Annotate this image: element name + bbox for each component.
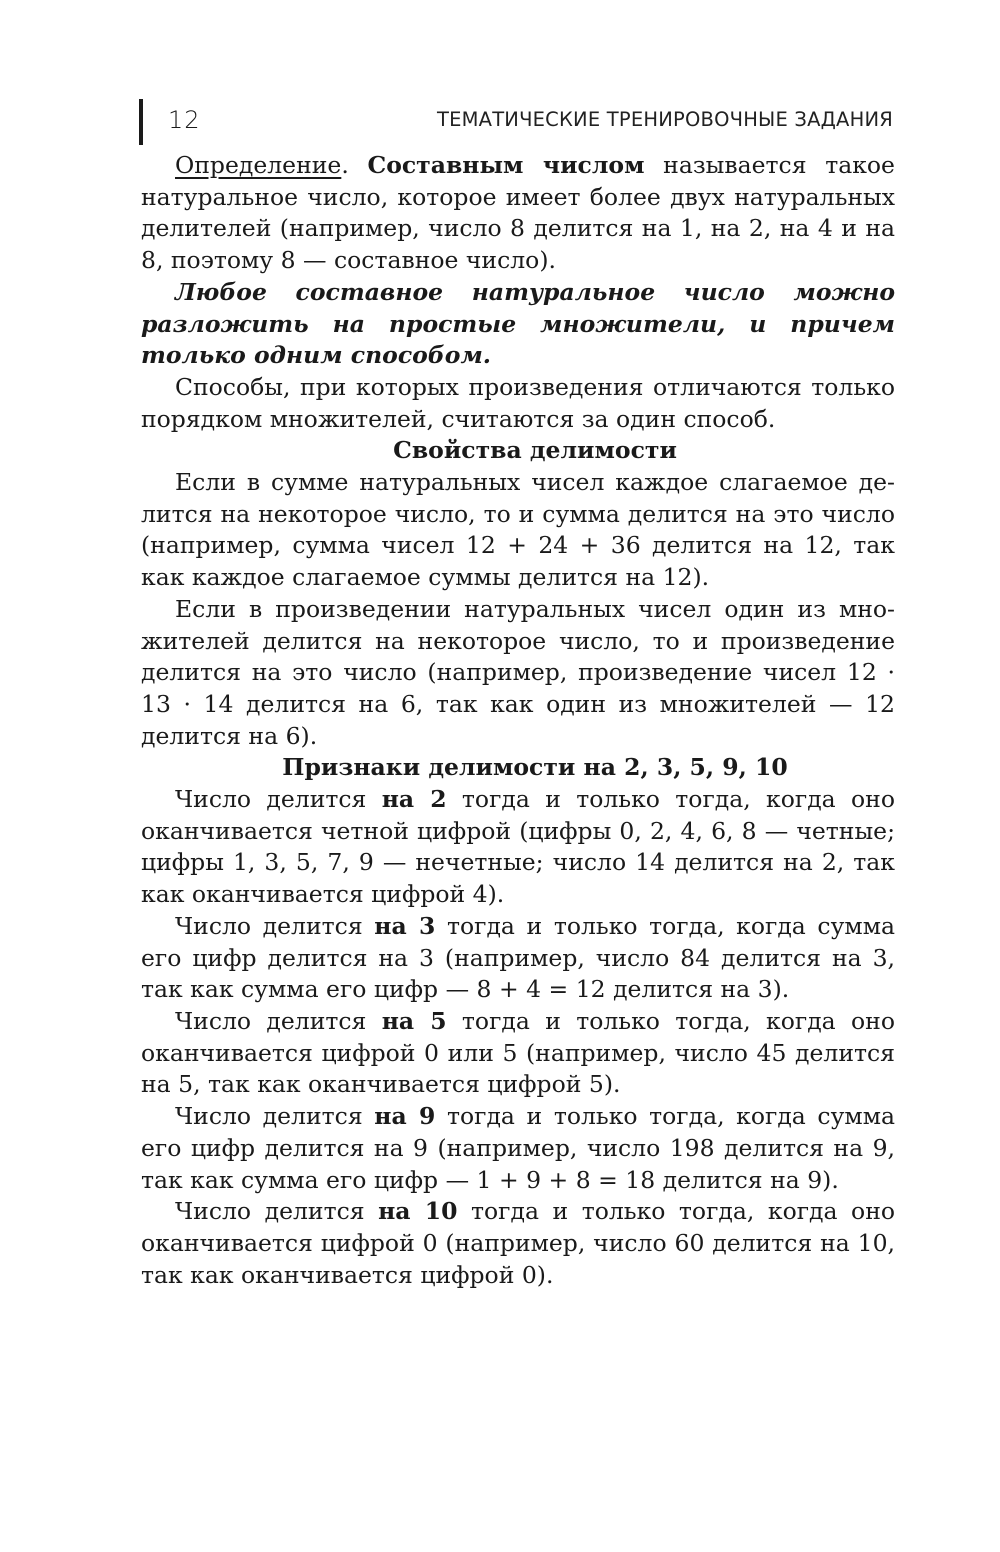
rule-paragraph-3 [141, 911, 895, 1006]
rule-paragraph-10 [141, 1196, 895, 1291]
rule-text: тогда и только тогда, когда сумма его цифр делится на 9 (например, число 198 делится на 9, так как сумма его цифр — 1 + 9 + 8 = 18 делится на 9). [141, 1102, 895, 1194]
rule-lead: Число делится [175, 911, 375, 940]
rule-divisor: на 3 [374, 911, 436, 940]
rule-lead: Число делится [175, 1102, 375, 1131]
definition-label-punct: . [341, 151, 368, 179]
page-body [141, 150, 895, 1291]
rule-text: тогда и только тогда, когда оно оканчивается цифрой 0 (например, число 60 делится на 10, так как оканчивается цифрой 0). [141, 1197, 895, 1289]
page-header [0, 0, 1000, 150]
property-paragraph-product: Если в произведении натуральных чисел один из множителей делится на некоторое число, то и произведение делится на это число (например, произведение чисел 12 · 13 · 14 делится на 6, так как один из множителей — 12 делится на 6). [141, 594, 895, 750]
definition-text: называется такое натуральное число, которое имеет более двух натуральных делителей (например, число 8 делится на 1, на 2, на 4 и на 8, поэтому 8 — составное число). [141, 151, 895, 275]
rule-text: тогда и только тогда, когда оно оканчивается четной цифрой (цифры 0, 2, 4, 6, 8 — четные; цифры 1, 3, 5, 7, 9 — нечетные; число 14 делится на 2, так как оканчивается цифрой 4). [141, 785, 895, 909]
property-paragraph-sum: Если в сумме натуральных чисел каждое слагаемое делится на некоторое число, то и сумма делится на это число (например, сумма чисел 12 + 24 + 36 делится на 12, так как каждое слагаемое суммы делится на 12). [141, 468, 895, 592]
definition-paragraph [141, 150, 895, 277]
rule-paragraph-5 [141, 1006, 895, 1101]
rule-lead: Число делится [175, 1006, 382, 1035]
theorem-paragraph: Любое составное натуральное число можно разложить на простые множители, и причем только одним способом. [141, 277, 895, 370]
rule-divisor: на 10 [378, 1197, 458, 1226]
rule-divisor: на 5 [381, 1006, 447, 1035]
rule-divisor: на 9 [374, 1102, 436, 1131]
definition-term: Составным числом [367, 151, 645, 179]
section-heading-tests: Признаки делимости на 2, 3, 5, 9, 10 [282, 753, 788, 782]
note-paragraph: Способы, при которых произведения отличаются только порядком множителей, считаются за один способ. [141, 372, 895, 433]
rule-text: тогда и только тогда, когда оно оканчивается цифрой 0 или 5 (например, число 45 делится на 5, так как оканчивается цифрой 5). [141, 1006, 895, 1099]
header-rule [139, 99, 143, 145]
rule-paragraph-2 [141, 784, 895, 911]
rule-lead: Число делится [175, 785, 382, 814]
rule-divisor: на 2 [381, 785, 447, 814]
definition-label: Определение [175, 151, 342, 179]
rule-text: тогда и только тогда, когда сумма его цифр делится на 3 (например, число 84 делится на 3, так как сумма его цифр — 8 + 4 = 12 делится на 3). [141, 911, 895, 1004]
rule-lead: Число делится [175, 1197, 379, 1226]
running-title: ТЕМАТИЧЕСКИЕ ТРЕНИРОВОЧНЫЕ ЗАДАНИЯ [437, 108, 893, 131]
rule-paragraph-9 [141, 1101, 895, 1196]
section-heading-properties: Свойства делимости [393, 436, 677, 465]
page-number: 12 [168, 106, 201, 134]
